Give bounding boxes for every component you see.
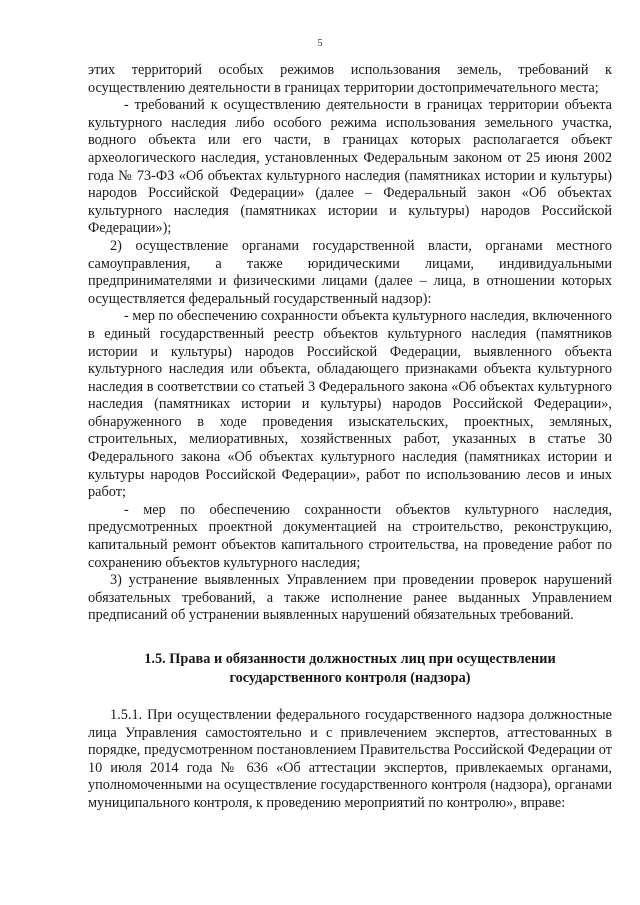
page-number: 5 (317, 38, 323, 49)
section-heading: 1.5. Права и обязанности должностных лиц при осуществлении государственного контроля (надзора) (144, 651, 556, 686)
paragraph-continuation: этих территорий особых режимов использования земель, требований к осуществлению деятельности в границах территории достопримечательного места; (88, 62, 612, 96)
list-item-measures-heritage: - мер по обеспечению сохранности объекта культурного наследия, включенного в единый государственный реестр объектов культурного наследия (памятников истории и культуры) народов Российской Федерации, выявленного объекта культурного наследия или объекта, обладающего признаками объекта культурного наследия в соответствии со статьей 3 Федерального закона «Об объектах культурного наследия (памятниках истории и культуры) народов Российской Федерации», обнаруженного в ходе проведения изыскательских, проектных, земляных, строительных, мелиоративных, хозяйственных работ, указанных в статье 30 Федерального закона «Об объектах культурного наследия (памятниках истории и культуры народов Российской Федерации», работ по использованию лесов и иных работ; (88, 308, 612, 501)
list-item-2: 2) осуществление органами государственной власти, органами местного самоуправления, а также юридическими лицами, индивидуальными предпринимателями и физическими лицами (далее – лица, в отношении которых осуществляется федеральный государственный надзор): (88, 237, 612, 307)
document-body (88, 62, 612, 813)
list-item-requirements: - требований к осуществлению деятельности в границах территории объекта культурного наследия либо особого режима использования земельного участка, водного объекта или его части, в границах которых располагается объект археологического наследия, установленных Федеральным законом от 25 июня 2002 года № 73-ФЗ «Об объектах культурного наследия (памятниках истории и культуры) народов Российской Федерации» (далее – Федеральный закон «Об объектах культурного наследия (памятниках истории и культуры) народов Российской Федерации»); (88, 97, 612, 237)
section-paragraph: 1.5.1. При осуществлении федерального государственного надзора должностные лица Управления самостоятельно и с привлечением экспертов, аттестованных в порядке, предусмотренном постановлением Правительства Российской Федерации от 10 июля 2014 года № 636 «Об аттестации экспертов, привлекаемых органами, уполномоченными на осуществление государственного контроля (надзора), органами муниципального контроля, к проведению мероприятий по контролю», вправе: (88, 707, 612, 811)
list-item-3: 3) устранение выявленных Управлением при проведении проверок нарушений обязательных требований, а также исполнение ранее выданных Управлением предписаний об устранении выявленных нарушений обязательных требований. (88, 572, 612, 624)
list-item-measures-project: - мер по обеспечению сохранности объектов культурного наследия, предусмотренных проектной документацией на строительство, реконструкцию, капитальный ремонт объектов капитального строительства, на проведение работ по сохранению объектов культурного наследия; (88, 501, 612, 571)
